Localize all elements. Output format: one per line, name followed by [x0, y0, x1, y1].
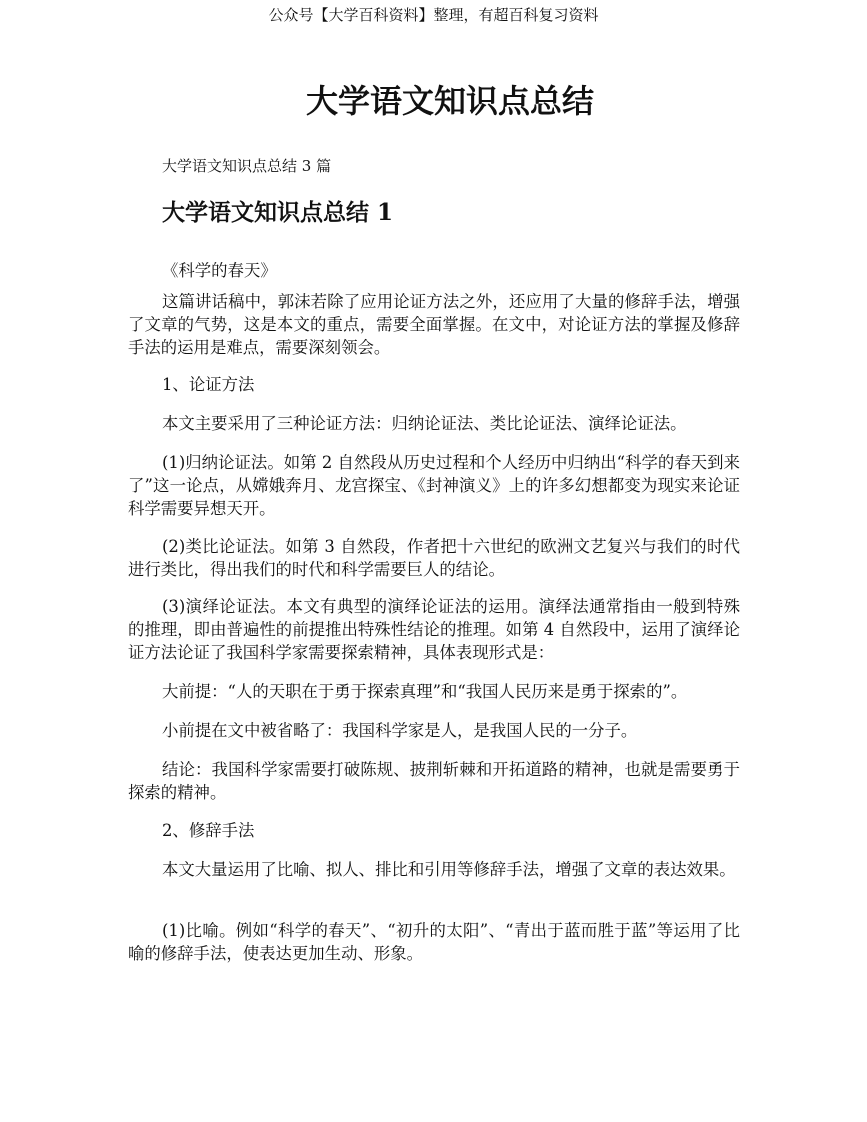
paragraph: 2、修辞手法 — [162, 821, 255, 840]
page-header: 公众号【大学百科资料】整理，有超百科复习资料 — [268, 6, 599, 24]
paragraph: 这篇讲话稿中，郭沫若除了应用论证方法之外，还应用了大量的修辞手法，增强了文章的气势，这是本文的重点，需要全面掌握。在文中，对论证方法的掌握及修辞手法的运用是难点，需要深刻领会。 — [128, 292, 740, 357]
paragraph: (2)类比论证法。如第 3 自然段，作者把十六世纪的欧洲文艺复兴与我们的时代进行类比，得出我们的时代和科学需要巨人的结论。 — [128, 537, 740, 579]
paragraph: 大前提：“人的天职在于勇于探索真理”和“我国人民历来是勇于探索的”。 — [162, 682, 688, 701]
document-title: 大学语文知识点总结 — [305, 82, 594, 120]
paragraph: 1、论证方法 — [162, 375, 255, 394]
paragraph: 结论：我国科学家需要打破陈规、披荆斩棘和开拓道路的精神，也就是需要勇于探索的精神。 — [128, 760, 740, 802]
paragraph: 小前提在文中被省略了：我国科学家是人，是我国人民的一分子。 — [162, 721, 638, 740]
paragraph: 本文大量运用了比喻、拟人、排比和引用等修辞手法，增强了文章的表达效果。 — [162, 860, 736, 879]
paragraph: (1)归纳论证法。如第 2 自然段从历史过程和个人经历中归纳出“科学的春天到来了”这一论点，从嫦娥奔月、龙宫探宝、《封神演义》上的许多幻想都变为现实来论证科学需要异想天开。 — [128, 453, 740, 518]
paragraph: 本文主要采用了三种论证方法：归纳论证法、类比论证法、演绎论证法。 — [162, 414, 687, 433]
paragraph: (1)比喻。例如“科学的春天”、“初升的太阳”、“青出于蓝而胜于蓝”等运用了比喻的修辞手法，使表达更加生动、形象。 — [128, 921, 740, 963]
section-heading: 大学语文知识点总结 1 — [162, 199, 394, 226]
paragraph: 《科学的春天》 — [162, 261, 277, 280]
paragraph: (3)演绎论证法。本文有典型的演绎论证法的运用。演绎法通常指由一般到特殊的推理，即由普遍性的前提推出特殊性结论的推理。如第 4 自然段中，运用了演绎论证方法论证了我国科学家需要探索精神，具体表现形式是： — [128, 597, 740, 662]
subtitle: 大学语文知识点总结 3 篇 — [162, 157, 332, 175]
